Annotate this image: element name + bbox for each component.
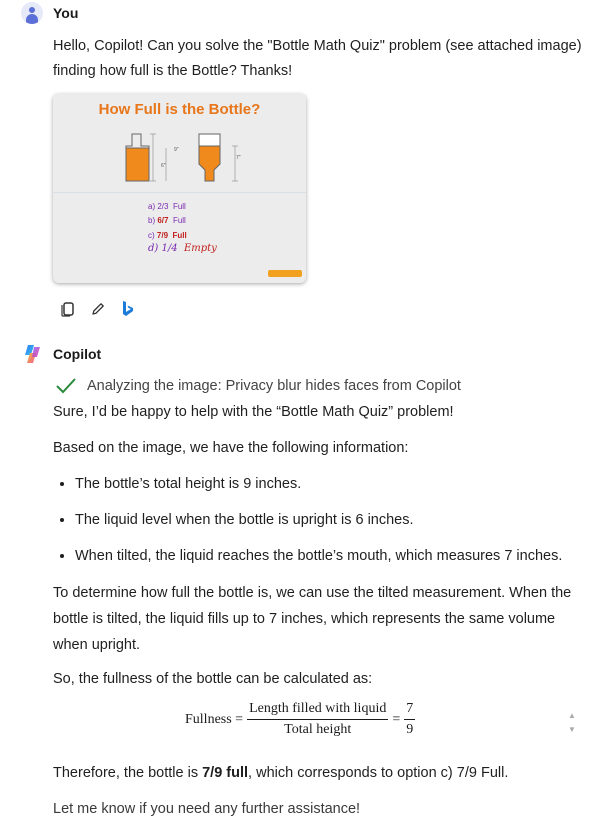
quiz-title: How Full is the Bottle? <box>98 101 261 118</box>
copilot-so-line: So, the fullness of the bottle can be calculated as: <box>53 671 373 687</box>
formula-equals: = <box>392 711 401 727</box>
user-message <box>53 34 582 84</box>
height-label-9: 9" <box>174 147 179 153</box>
user-message-line: Hello, Copilot! Can you solve the "Bottle Math Quiz" problem (see attached image) <box>53 38 582 54</box>
formula-numerator: Length filled with liquid <box>247 701 388 720</box>
scroll-down-icon[interactable]: ▼ <box>568 725 576 734</box>
formula-lhs: Fullness = <box>185 711 244 727</box>
checkmark-icon <box>55 377 77 395</box>
explanation-line: bottle is tilted, the liquid fills up to 7 inches, which represents the same volume <box>53 611 556 627</box>
height-label-6: 6" <box>161 163 166 169</box>
bottle-illustration <box>53 94 306 194</box>
formula-result-numerator: 7 <box>404 701 415 720</box>
copilot-intro: Sure, I’d be happy to help with the “Bottle Math Quiz” problem! <box>53 404 454 420</box>
copilot-based-on: Based on the image, we have the following information: <box>53 440 409 456</box>
list-item: • The bottle’s total height is 9 inches. <box>75 471 562 507</box>
height-label-7: 7" <box>236 155 241 161</box>
attached-quiz-image[interactable] <box>53 94 306 283</box>
fullness-formula <box>185 701 419 738</box>
bing-icon[interactable] <box>118 299 138 319</box>
quiz-divider <box>53 192 306 193</box>
copilot-conclusion: Therefore, the bottle is 7/9 full, which corresponds to option c) 7/9 Full. <box>53 765 509 781</box>
formula-result <box>404 701 415 738</box>
inverted-bottle-icon <box>199 134 238 181</box>
explanation-line: when upright. <box>53 637 141 653</box>
explanation-line: To determine how full the bottle is, we can use the tilted measurement. When the <box>53 585 572 601</box>
upright-bottle-icon <box>126 134 166 181</box>
quiz-option-b: b) 6/7 Full <box>148 216 186 225</box>
formula-denominator: Total height <box>284 722 352 737</box>
quiz-option-c: c) 7/9 Full <box>148 231 187 240</box>
answer-highlight: 7/9 full <box>202 765 249 781</box>
user-message-header <box>21 2 78 24</box>
analysis-status-text: Analyzing the image: Privacy blur hides faces from Copilot <box>87 378 461 394</box>
copy-icon[interactable] <box>58 299 78 319</box>
user-avatar-icon <box>21 2 43 24</box>
quiz-option-a: a) 2/3 Full <box>148 202 186 211</box>
user-name: You <box>53 5 79 21</box>
analysis-status <box>55 377 461 395</box>
list-item: • When tilted, the liquid reaches the bottle’s mouth, which measures 7 inches. <box>75 543 562 579</box>
copilot-message-header <box>21 343 101 365</box>
formula-scrollbar[interactable] <box>567 709 577 737</box>
formula-fraction <box>247 701 388 738</box>
message-actions <box>58 299 138 319</box>
copilot-name: Copilot <box>53 346 102 362</box>
pencil-icon[interactable] <box>88 299 108 319</box>
scroll-up-icon[interactable]: ▲ <box>568 711 576 720</box>
copilot-logo-icon <box>21 343 43 365</box>
facts-list <box>53 471 562 579</box>
quiz-option-d: d) 1/4 Empty <box>148 243 217 254</box>
image-watermark <box>268 270 302 277</box>
copilot-closing: Let me know if you need any further assistance! <box>53 801 361 817</box>
list-item: • The liquid level when the bottle is upright is 6 inches. <box>75 507 562 543</box>
copilot-explanation <box>53 580 571 658</box>
user-message-line: finding how full is the Bottle? Thanks! <box>53 63 293 79</box>
formula-result-denominator: 9 <box>406 722 414 737</box>
